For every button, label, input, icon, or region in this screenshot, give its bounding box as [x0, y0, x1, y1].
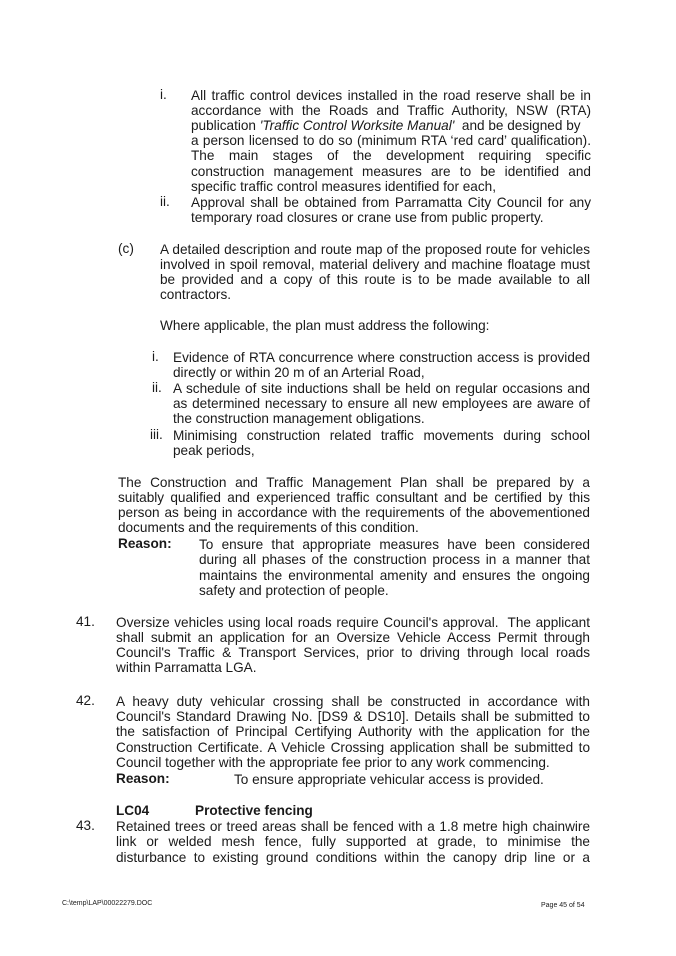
- manual-title: 'Traffic Control Worksite Manual': [259, 118, 455, 133]
- sub-iii-line-1: Minimising construction related traffic movements during school: [173, 428, 590, 443]
- list-marker-ii: ii.: [160, 194, 170, 209]
- condition-41-line-1: Oversize vehicles using local roads require Council's approval. The applicant: [116, 615, 590, 630]
- ctmp-reason-line-1: To ensure that appropriate measures have been considered: [199, 537, 590, 552]
- list-item-ii-line-1: Approval shall be obtained from Parramatta City Council for any: [191, 195, 591, 210]
- section-code: LC04: [116, 803, 150, 818]
- condition-43-number: 43.: [76, 818, 95, 833]
- sub-iii-line-2: peak periods,: [173, 443, 255, 458]
- list-item-i-line-3: publication 'Traffic Control Worksite Manual' and be designed by: [191, 118, 581, 133]
- list-item-i-line-7: specific traffic control measures identified for each,: [191, 179, 496, 194]
- ctmp-line-1: The Construction and Traffic Management Plan shall be prepared by a: [118, 475, 590, 490]
- list-item-i-line-1: All traffic control devices installed in the road reserve shall be in: [191, 88, 591, 103]
- condition-41-line-2: shall submit an application for an Oversize Vehicle Access Permit through: [116, 630, 590, 645]
- condition-41-line-4: within Parramatta LGA.: [116, 660, 257, 675]
- list-item-i-line-6: construction management measures are to be identified and: [191, 164, 591, 179]
- ctmp-line-2: suitably qualified and experienced traffic consultant and be certified by this: [118, 490, 590, 505]
- item-c-line-4: contractors.: [160, 287, 232, 302]
- item-c-line-1: A detailed description and route map of the proposed route for vehicles: [160, 242, 590, 257]
- sub-i-line-2: directly or within 20 m of an Arterial Road,: [173, 365, 425, 380]
- sub-ii-line-1: A schedule of site inductions shall be held on regular occasions and: [173, 381, 590, 396]
- ctmp-reason-line-2: during all phases of the construction process in a manner that: [199, 552, 590, 567]
- sub-ii-line-3: the construction management obligations.: [173, 411, 425, 426]
- section-title: Protective fencing: [195, 803, 313, 818]
- list-item-ii-line-2: temporary road closures or crane use from public property.: [191, 210, 544, 225]
- ctmp-line-3: person as being in accordance with the requirements of the abovementioned: [118, 505, 590, 520]
- where-applicable: Where applicable, the plan must address the following:: [160, 318, 490, 333]
- ctmp-reason-label: Reason:: [118, 536, 172, 551]
- sub-marker-i: i.: [152, 349, 159, 364]
- item-c-line-2: involved in spoil removal, material delivery and machine floatage must: [160, 257, 590, 272]
- condition-42-reason-label: Reason:: [116, 771, 170, 786]
- condition-42-line-3: the satisfaction of Principal Certifying Authority with the application for the: [116, 724, 590, 739]
- condition-42-line-5: Council together with the appropriate fee prior to any work commencing.: [116, 755, 550, 770]
- list-marker-i: i.: [160, 87, 167, 102]
- condition-43-line-2: link or welded mesh fence, fully supported at grade, to minimise the: [116, 834, 590, 849]
- sub-ii-line-2: as determined necessary to ensure all new employees are aware of: [173, 396, 590, 411]
- sub-marker-ii: ii.: [152, 380, 162, 395]
- footer-page-number: Page 45 of 54: [541, 902, 585, 909]
- condition-42-line-2: Council's Standard Drawing No. [DS9 & DS10]. Details shall be submitted to: [116, 709, 590, 724]
- list-item-i-line-5: The main stages of the development requiring specific: [191, 148, 591, 163]
- condition-42-line-4: Construction Certificate. A Vehicle Crossing application shall be submitted to: [116, 740, 590, 755]
- list-item-i-line-2: accordance with the Roads and Traffic Authority, NSW (RTA): [191, 103, 591, 118]
- ctmp-line-4: documents and the requirements of this condition.: [118, 520, 419, 535]
- ctmp-reason-line-4: safety and protection of people.: [199, 583, 389, 598]
- item-c-marker: (c): [118, 241, 134, 256]
- condition-41-number: 41.: [76, 614, 95, 629]
- condition-42-line-1: A heavy duty vehicular crossing shall be constructed in accordance with: [116, 694, 590, 709]
- footer-file-path: C:\temp\LAP\00022279.DOC: [62, 900, 153, 907]
- list-item-i-line-4: a person licensed to do so (minimum RTA ‘red card’ qualification).: [191, 133, 591, 148]
- item-c-line-3: be provided and a copy of this route is to be made available to all: [160, 272, 590, 287]
- condition-42-number: 42.: [76, 693, 95, 708]
- condition-41-line-3: Council's Traffic & Transport Services, prior to driving through local roads: [116, 645, 590, 660]
- ctmp-reason-line-3: maintains the environmental amenity and ensures the ongoing: [199, 568, 590, 583]
- condition-43-line-3: disturbance to existing ground conditions within the canopy drip line or a: [116, 850, 590, 865]
- condition-42-reason: To ensure appropriate vehicular access is provided.: [234, 772, 544, 787]
- condition-43-line-1: Retained trees or treed areas shall be fenced with a 1.8 metre high chainwire: [116, 819, 590, 834]
- sub-marker-iii: iii.: [150, 427, 163, 442]
- sub-i-line-1: Evidence of RTA concurrence where construction access is provided: [173, 350, 590, 365]
